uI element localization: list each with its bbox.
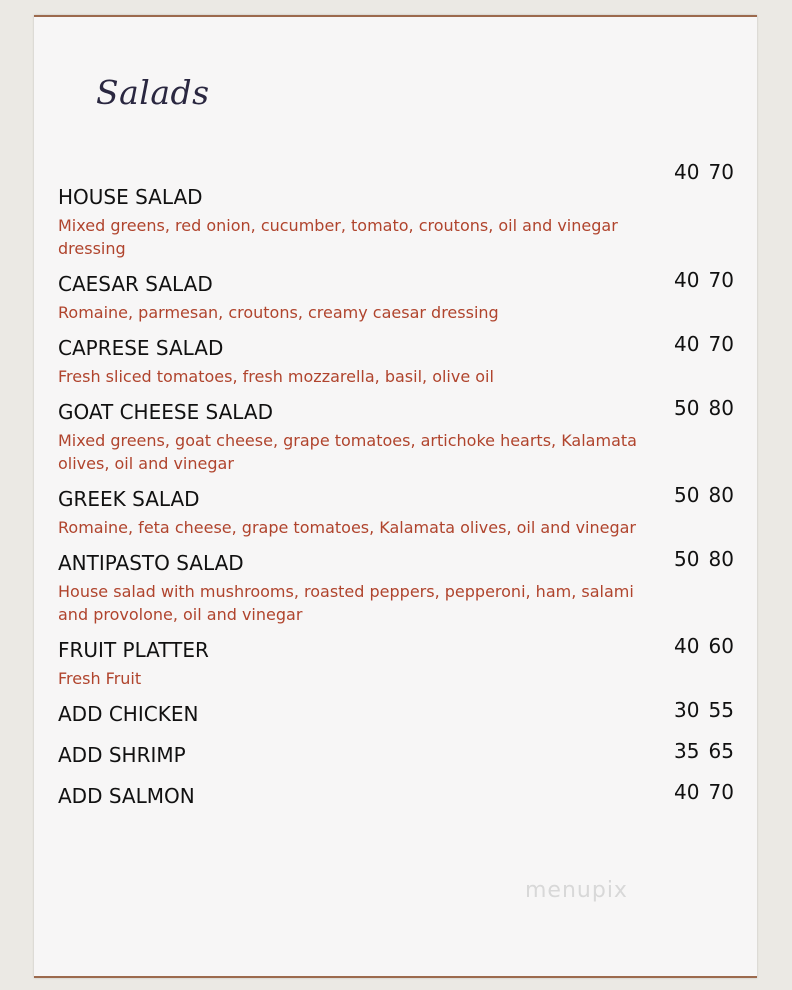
item-name: ADD SALMON [58,784,195,808]
item-name: FRUIT PLATTER [58,638,209,662]
menu-item [58,783,738,809]
item-description: Romaine, parmesan, croutons, creamy caesar dressing [58,303,499,322]
bottom-rule [34,976,757,978]
price-small: 40 [674,160,700,184]
menu-item [58,271,738,324]
menu-page [34,15,757,978]
price-large: 80 [708,483,734,507]
price-small: 40 [674,634,700,658]
item-description: Romaine, feta cheese, grape tomatoes, Kalamata olives, oil and vinegar [58,518,636,537]
item-name: ADD CHICKEN [58,702,199,726]
menu-item [58,486,738,539]
item-name: CAPRESE SALAD [58,336,224,360]
price-small: 50 [674,547,700,571]
item-description: Fresh Fruit [58,669,142,688]
price-small: 40 [674,780,700,804]
price-large: 70 [708,160,734,184]
item-description: House salad with mushrooms, roasted peppers, pepperoni, ham, salami and provolone, oil and vinegar [58,582,634,624]
item-prices [674,160,734,184]
menu-item [58,399,738,475]
price-large: 55 [708,698,734,722]
item-name: GOAT CHEESE SALAD [58,400,273,424]
item-name: GREEK SALAD [58,487,200,511]
item-name: ADD SHRIMP [58,743,186,767]
item-prices [674,483,734,507]
item-description: Fresh sliced tomatoes, fresh mozzarella, basil, olive oil [58,367,494,386]
menu-item [58,742,738,768]
menu-item [58,637,738,690]
item-prices [674,780,734,804]
item-name: HOUSE SALAD [58,185,203,209]
item-prices [674,268,734,292]
section-title: Salads [96,73,210,112]
price-small: 40 [674,332,700,356]
price-small: 50 [674,396,700,420]
item-prices [674,698,734,722]
price-large: 80 [708,547,734,571]
price-small: 35 [674,739,700,763]
item-description: Mixed greens, goat cheese, grape tomatoes, artichoke hearts, Kalamata olives, oil and vinegar [58,431,637,473]
item-prices [674,396,734,420]
menu-item [58,184,738,260]
item-prices [674,739,734,763]
item-prices [674,634,734,658]
price-large: 70 [708,268,734,292]
price-large: 65 [708,739,734,763]
menu-item [58,550,738,626]
item-description: Mixed greens, red onion, cucumber, tomato, croutons, oil and vinegar dressing [58,216,618,258]
item-prices [674,547,734,571]
price-large: 70 [708,780,734,804]
item-prices [674,332,734,356]
price-large: 70 [708,332,734,356]
menu-item [58,335,738,388]
price-small: 40 [674,268,700,292]
price-large: 60 [708,634,734,658]
price-small: 30 [674,698,700,722]
item-name: CAESAR SALAD [58,272,213,296]
price-small: 50 [674,483,700,507]
item-name: ANTIPASTO SALAD [58,551,244,575]
menu-item [58,701,738,727]
watermark-logo: menupix [525,878,628,903]
price-large: 80 [708,396,734,420]
top-rule [34,15,757,17]
